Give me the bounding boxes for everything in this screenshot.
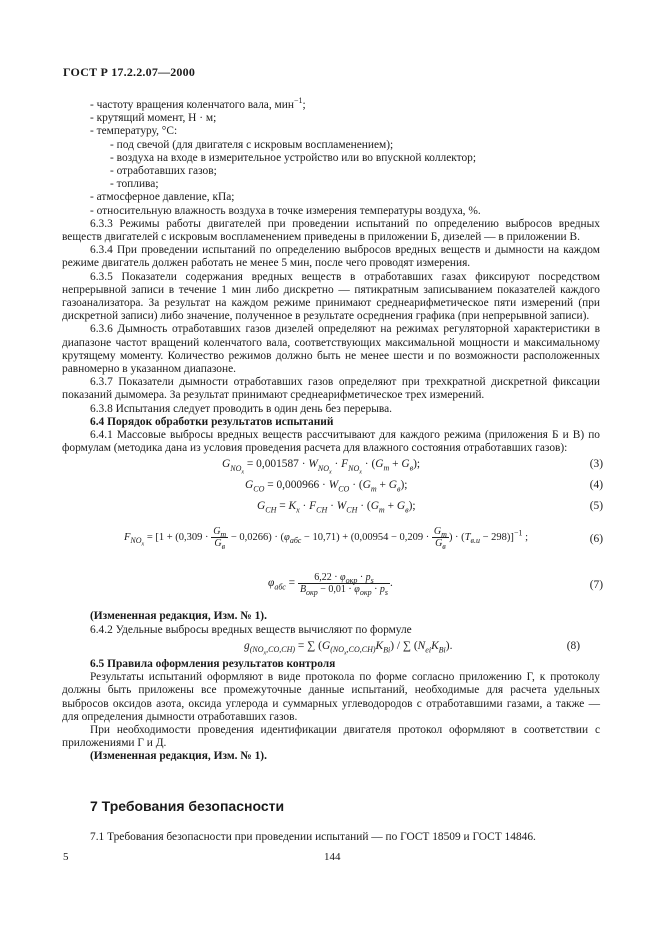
heading-6-5: 6.5 Правила оформления результатов контроля	[90, 657, 336, 670]
paragraph-6-3-4: 6.3.4 При проведении испытаний по определению выбросов вредных веществ и дымности на каждом режиме двигатель должен работать не менее 5 мин, после чего проводят измерения.	[62, 244, 600, 270]
equation-7: $\varphi_{абс}$ = $\frac{6,22 \cdot \varphi_{окр} \cdot p_s}{B_{окр} - 0,01 \cdot \varphi_{окр} \cdot p_s}$ . (7)	[268, 572, 603, 598]
section-7-title: 7 Требования безопасности	[90, 798, 285, 814]
list-item-torque: - крутящий момент, Н · м;	[90, 112, 217, 125]
amendment-note-1: (Измененная редакция, Изм. № 1).	[90, 610, 267, 623]
list-subitem-air: - воздуха на входе в измерительное устройство или во впускной коллектор;	[110, 151, 477, 164]
list-subitem-fuel: - топлива;	[110, 178, 159, 191]
equation-number: (4)	[589, 479, 603, 492]
equation-number: (5)	[589, 500, 603, 513]
paragraph-6-3-8: 6.3.8 Испытания следует проводить в один день без перерыва.	[90, 402, 393, 415]
equation-number: (8)	[566, 639, 580, 652]
list-item-humidity: - относительную влажность воздуха в точке измерения температуры воздуха, %.	[90, 204, 481, 217]
equation-number: (7)	[589, 579, 603, 592]
heading-6-4: 6.4 Порядок обработки результатов испытаний	[90, 415, 334, 428]
paragraph-6-4-2: 6.4.2 Удельные выбросы вредных веществ вычисляют по формуле	[90, 623, 412, 636]
list-item-rpm: - частоту вращения коленчатого вала, мин$^{-1}$;	[90, 96, 306, 111]
amendment-note-2: (Измененная редакция, Изм. № 1).	[90, 750, 267, 763]
paragraph-6-3-3: 6.3.3 Режимы работы двигателей при проведении испытаний по определению выбросов вредных веществ двигателей с искровым воспламенением приведены в приложении Б, дизелей — в приложении В.	[62, 217, 600, 244]
paragraph-6-4-1: 6.4.1 Массовые выбросы вредных веществ рассчитывают для каждого режима (приложения Б и В) по формулам (методика дана из условия проведения расчета для влажного состояния отработавших газов):	[62, 429, 600, 455]
equation-6: $F_{NO_x} = [1 + (0,309$ · $\frac{G_т}{G_в}$ − $0,0266) \cdot (\varphi_{абс} - 10,71) + (0,00954 - 0,209$ · $\frac{G_т}{G_в}$ ) · $(T_{в.и} - 298)]^{-1}$ ; (6)	[124, 526, 603, 552]
list-subitem-exhaust: - отработавших газов;	[110, 165, 217, 178]
equation-number: (3)	[589, 458, 603, 471]
paragraph-6-3-5: 6.3.5 Показатели содержания вредных веществ в отработавших газах фиксируют посредством непрерывной записи в течение 1 мин либо дискретно — пятикратным записыванием показателей каждого газоанализатора. За результат на каждом режиме принимают среднеарифметическое пяти измерений (при дискретной записи) либо значение, полученное в результате осреднения графика (при непрерывной записи).	[62, 270, 600, 323]
equation-8: $g_{(NO_x,CO,CH)}$ = ∑ $(G_{(NO_x,CO,CH)}K_{Bi})$ / ∑ $(N_{ei}K_{Bi})$. (8)	[244, 639, 580, 657]
list-subitem-spark: - под свечой (для двигателя с искровым воспламенением);	[110, 138, 394, 151]
equation-4: $G_{CO} = 0,000966 \cdot W_{CO} \cdot (G_т + G_в)$; (4)	[245, 479, 603, 494]
paragraph-6-3-7: 6.3.7 Показатели дымности отработавших газов определяют при трехкратной дискретной фиксации показаний дымомера. За результат принимают среднеарифметическое трех измерений.	[62, 376, 600, 402]
equation-3: $G_{NO_x} = 0,001587 \cdot W_{NO_x} \cdot F_{NO_x} \cdot (G_т + G_в)$; (3)	[222, 458, 603, 476]
standard-header: ГОСТ Р 17.2.2.07—2000	[63, 65, 196, 79]
equation-5: $G_{CH} = K_x \cdot F_{CH} \cdot W_{CH} \cdot (G_т + G_в)$; (5)	[257, 500, 603, 515]
content	[62, 96, 603, 764]
paragraph-6-3-6: 6.3.6 Дымность отработавших газов дизелей определяют на режимах регуляторной характеристики в диапазоне частот вращений коленчатого вала, соответствующих максимальной мощности и максимальному крутящему моменту. Количество режимов должно быть не менее шести и по возможности расположенных равномерно в указанном диапазоне.	[62, 323, 600, 376]
paragraph-6-5-results: Результаты испытаний оформляют в виде протокола по форме согласно приложению Г, к протоколу должны быть приложены все промежуточные данные испытаний, необходимые для расчета удельных выбросов оксидов азота, оксида углерода и суммарных углеводородов с отработавшими газами, а также — для определения дымности отработавших газов.	[62, 671, 600, 723]
paragraph-6-5-identification: При необходимости проведения идентификации двигателя протокол оформляют в соответствии с приложениями Г и Д.	[62, 723, 600, 750]
list-item-temperature: - температуру, °С:	[90, 125, 178, 138]
page-number: 144	[324, 851, 341, 863]
list-item-pressure: - атмосферное давление, кПа;	[90, 191, 235, 204]
footer-left-number: 5	[63, 851, 69, 863]
paragraph-7-1: 7.1 Требования безопасности при проведении испытаний — по ГОСТ 18509 и ГОСТ 14846.	[90, 831, 536, 843]
equation-number: (6)	[589, 533, 603, 546]
